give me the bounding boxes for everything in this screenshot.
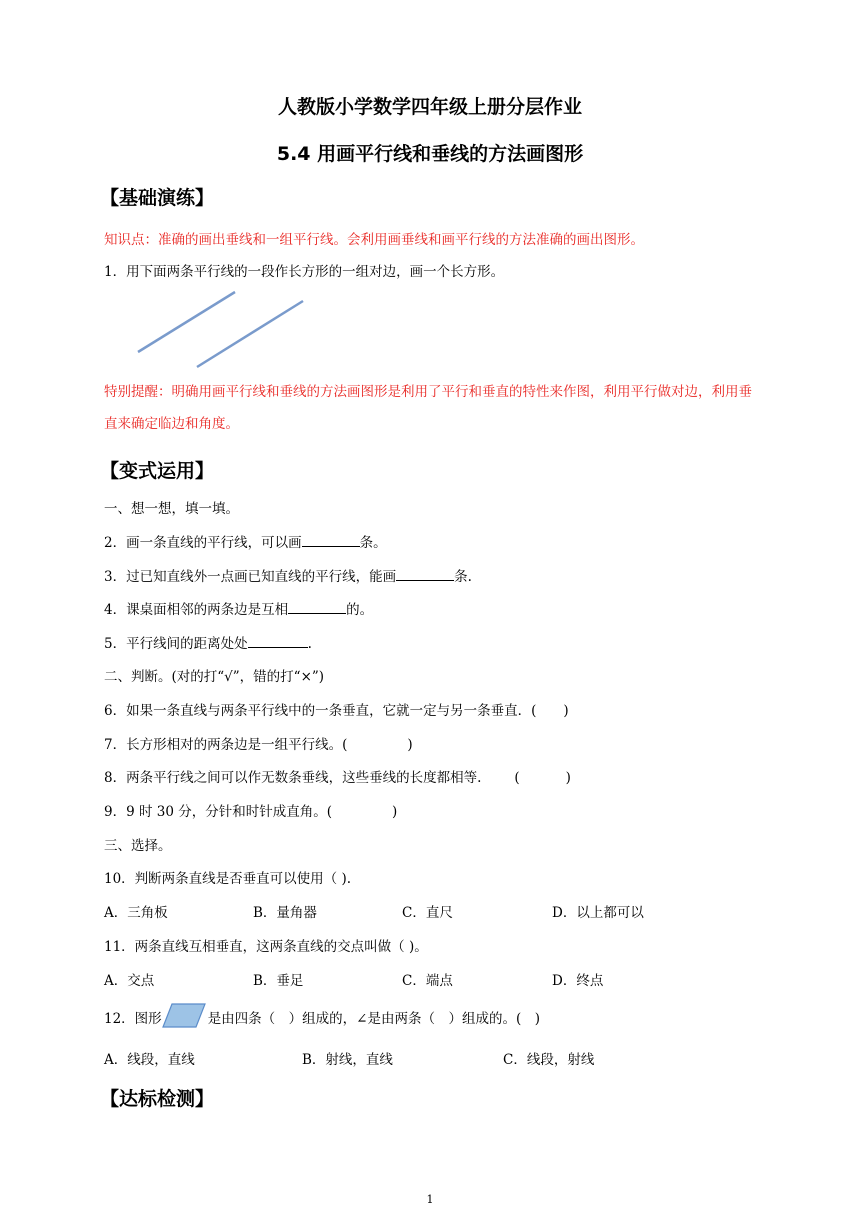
question-10: 10．判断两条直线是否垂直可以使用（ ). [104,871,352,887]
question-8: 8．两条平行线之间可以作无数条垂线，这些垂线的长度都相等. ( ) [104,770,571,786]
q11-option-b[interactable]: B．垂足 [253,973,304,989]
q10-option-c[interactable]: C．直尺 [402,905,453,921]
q12-option-b[interactable]: B．射线，直线 [302,1052,393,1068]
parallel-line [138,292,235,352]
question-1: 1．用下面两条平行线的一段作长方形的一组对边，画一个长方形。 [104,264,505,280]
question-3: 3．过已知直线外一点画已知直线的平行线，能画 条. [104,569,472,585]
q10-option-a[interactable]: A．三角板 [104,905,168,921]
part-3-heading: 三、选择。 [104,838,172,854]
q10-option-b[interactable]: B．量角器 [253,905,317,921]
answer-blank[interactable] [396,568,454,581]
page-title: 人教版小学数学四年级上册分层作业 [277,96,582,118]
parallelogram-shape [161,1002,207,1030]
question-12: 12．图形 是由四条（ ）组成的，∠是由两条（ ）组成的。( ) [104,1011,541,1027]
question-2: 2．画一条直线的平行线，可以画 条。 [104,535,387,551]
q11-option-a[interactable]: A．交点 [104,973,155,989]
special-reminder: 特别提醒：明确用画平行线和垂线的方法画图形是利用了平行和垂直的特性来作图，利用平行做对边，利用垂直来确定临边和角度。 [104,384,752,432]
section-heading-check: 【达标检测】 [100,1088,215,1110]
question-5: 5．平行线间的距离处处 . [104,636,312,652]
q12-option-a[interactable]: A．线段，直线 [104,1052,195,1068]
knowledge-point: 知识点：准确的画出垂线和一组平行线。会利用画垂线和画平行线的方法准确的画出图形。 [104,232,644,248]
part-1-heading: 一、想一想，填一填。 [104,501,239,517]
parallel-lines-figure [130,285,330,375]
q11-option-c[interactable]: C．端点 [402,973,453,989]
q10-option-d[interactable]: D．以上都可以 [552,905,644,921]
section-heading-variant: 【变式运用】 [100,460,215,482]
q11-option-d[interactable]: D．终点 [552,973,604,989]
question-7: 7．长方形相对的两条边是一组平行线。( ) [104,737,413,753]
answer-blank[interactable] [288,601,346,614]
question-11: 11．两条直线互相垂直，这两条直线的交点叫做（ )。 [104,939,428,955]
question-6: 6．如果一条直线与两条平行线中的一条垂直，它就一定与另一条垂直．( ) [104,703,569,719]
q12-option-c[interactable]: C．线段，射线 [503,1052,595,1068]
question-4: 4．课桌面相邻的两条边是互相 的。 [104,602,374,618]
page-number: 1 [426,1193,434,1206]
page-subtitle: 5.4 用画平行线和垂线的方法画图形 [276,143,584,165]
section-heading-basic: 【基础演练】 [100,187,215,209]
part-2-heading: 二、判断。(对的打“√”，错的打“×”) [104,669,325,685]
question-9: 9．9 时 30 分，分针和时针成直角。( ) [104,804,398,820]
parallel-line [197,301,303,367]
answer-blank[interactable] [248,635,308,648]
answer-blank[interactable] [302,534,360,547]
